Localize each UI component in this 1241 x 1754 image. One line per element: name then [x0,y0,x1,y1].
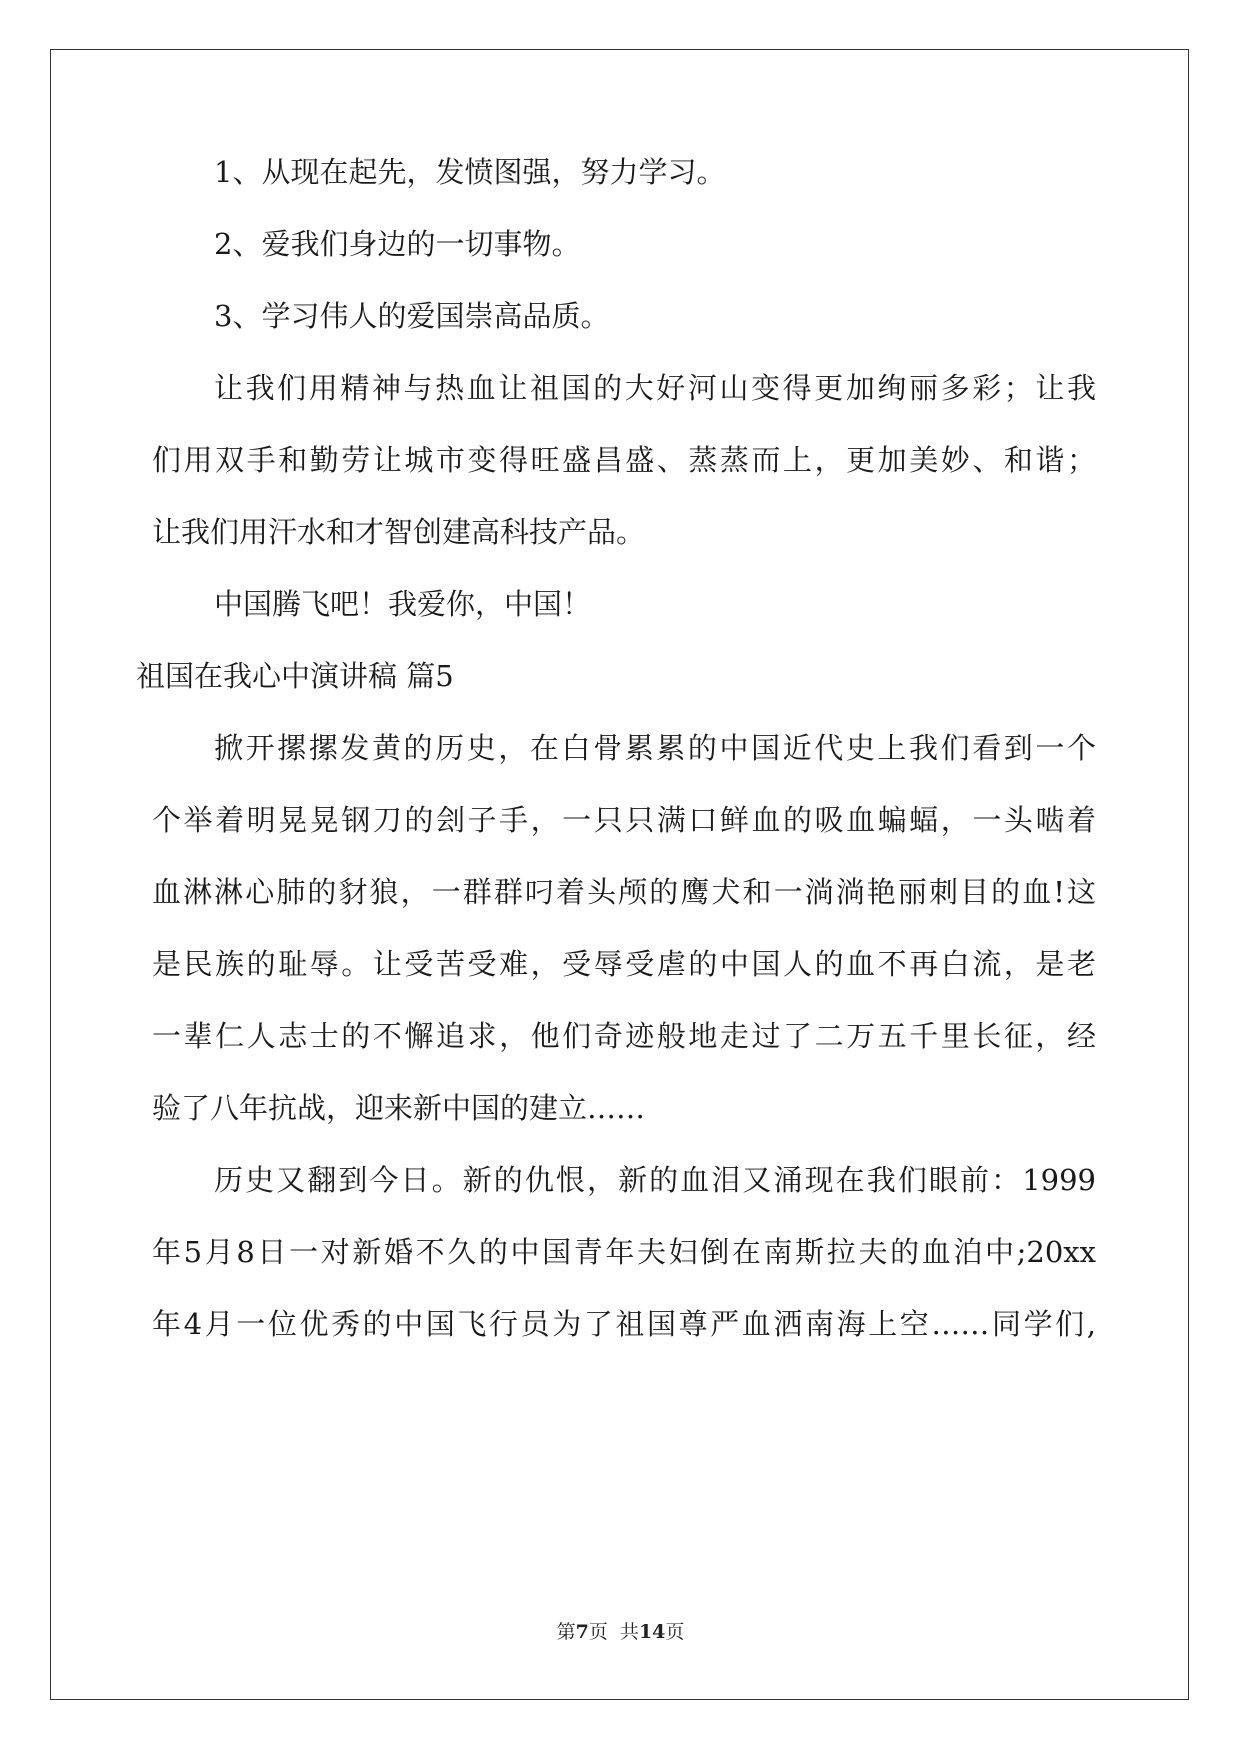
paragraph-item-2: 2、爱我们身边的一切事物。 [214,227,581,261]
footer-prefix: 第 [556,1621,576,1643]
paragraph-line: 年5月8日一对新婚不久的中国青年夫妇倒在南斯拉夫的血泊中;20xx [152,1235,1096,1269]
paragraph-item-3: 3、学习伟人的爱国崇高品质。 [214,299,610,333]
footer-suffix: 页 [665,1621,685,1643]
section-heading: 祖国在我心中演讲稿 篇5 [136,659,454,693]
paragraph-line: 个举着明晃晃钢刀的刽子手，一只只满口鲜血的吸血蝙蝠，一头啮着 [152,803,1096,837]
paragraph-line: 血淋淋心肺的豺狼，一群群叼着头颅的鹰犬和一淌淌艳丽刺目的血!这 [152,875,1096,909]
paragraph-line: 年4月一位优秀的中国飞行员为了祖国尊严血洒南海上空……同学们, [152,1307,1096,1341]
paragraph-line: 是民族的耻辱。让受苦受难，受辱受虐的中国人的血不再白流，是老 [152,947,1096,981]
paragraph-line: 掀开摞摞发黄的历史，在白骨累累的中国近代史上我们看到一个 [214,731,1096,765]
paragraph-line: 验了八年抗战，迎来新中国的建立…… [152,1091,646,1125]
paragraph-item-1: 1、从现在起先，发愤图强，努力学习。 [214,155,726,189]
current-page-number: 7 [575,1621,589,1643]
page-footer [0,1620,1241,1644]
footer-mid: 页 共 [588,1621,639,1643]
paragraph-line: 让我们用汗水和才智创建高科技产品。 [152,515,646,549]
paragraph-line: 们用双手和勤劳让城市变得旺盛昌盛、蒸蒸而上，更加美妙、和谐； [152,443,1096,477]
paragraph-line: 一辈仁人志士的不懈追求，他们奇迹般地走过了二万五千里长征，经 [152,1019,1096,1053]
paragraph-line: 中国腾飞吧！我爱你，中国！ [214,587,592,621]
paragraph-line: 历史又翻到今日。新的仇恨，新的血泪又涌现在我们眼前：1999 [214,1163,1096,1197]
paragraph-line: 让我们用精神与热血让祖国的大好河山变得更加绚丽多彩；让我 [214,371,1096,405]
total-page-number: 14 [638,1621,666,1643]
